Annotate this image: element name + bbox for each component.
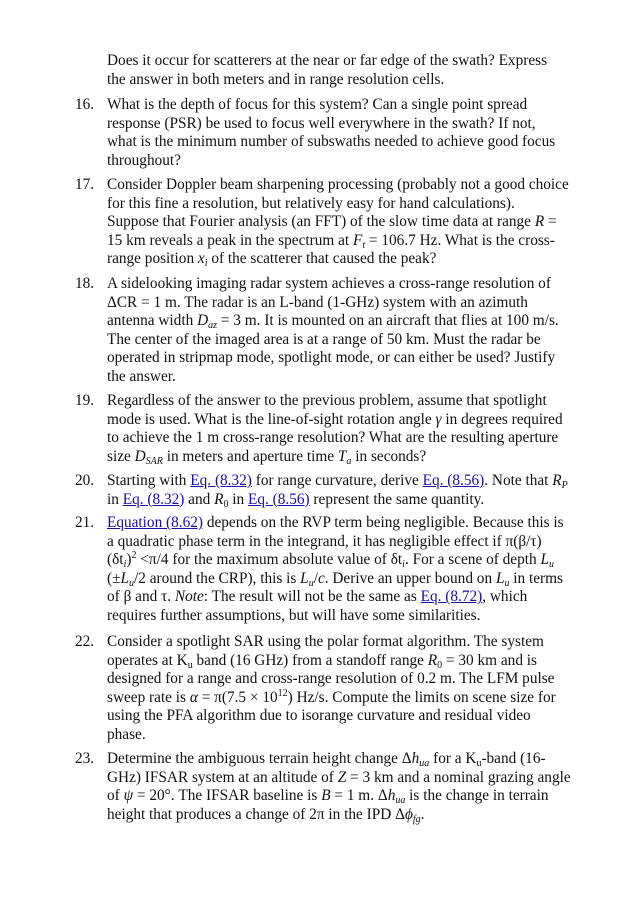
question-number: 23. <box>75 750 95 767</box>
question-number: 17. <box>75 176 95 193</box>
question-23 <box>75 750 585 824</box>
text-line: the answer. <box>107 367 176 385</box>
text-line: Suppose that Fourier analysis (an FFT) of the slow time data at range R = <box>107 213 557 231</box>
text-line: designed for a range and cross-range resolution of 0.2 m. The LFM pulse <box>107 670 555 688</box>
text-line: what is the minimum number of subswaths needed to achieve good focus <box>107 133 556 151</box>
question-number: 22. <box>75 633 95 650</box>
text-line: sweep rate is $\alpha = \pi(7.5 \times 10^{12})$ Hz/s. Compute the limits on scene size for <box>107 687 556 706</box>
text-line: GHz) IFSAR system at an altitude of Z = 3 km and a nominal grazing angle <box>107 768 571 786</box>
text-line: of ψ = 20°. The IFSAR baseline is B = 1 m. $\Delta h_{ua}$ is the change in terrain <box>107 787 549 807</box>
question-number: 20. <box>75 472 95 489</box>
question-17 <box>75 176 585 269</box>
text-line: Equation (8.62) depends on the RVP term being negligible. Because this is <box>107 514 564 531</box>
text-line: operated in stripmap mode, spotlight mode, or can either be used? Justify <box>107 349 556 367</box>
text-line: range position $x_i$ of the scatterer that caused the peak? <box>107 250 437 270</box>
text-line: a quadratic phase term in the integrand, it has negligible effect if π(β/τ) <box>107 532 542 550</box>
equation-link-8-32[interactable]: Eq. (8.32) <box>190 472 252 489</box>
text-line: What is the depth of focus for this system? Can a single point spread <box>107 96 528 113</box>
question-number: 16. <box>75 96 95 113</box>
text-line: Consider Doppler beam sharpening processing (probably not a good choice <box>107 176 569 193</box>
question-20 <box>75 472 585 509</box>
text-line: requires further assumptions, but will have some similarities. <box>107 606 481 624</box>
text-line: the answer in both meters and in range resolution cells. <box>107 70 445 88</box>
text-line: A sidelooking imaging radar system achieves a cross-range resolution of <box>107 275 551 292</box>
equation-link-8-72[interactable]: Eq. (8.72) <box>420 588 483 606</box>
text-line: ΔCR = 1 m. The radar is an L-band (1-GHz) system with an azimuth <box>107 293 528 311</box>
question-number: 18. <box>75 275 95 292</box>
question-number: 19. <box>75 392 95 409</box>
question-21 <box>75 514 585 626</box>
text-line: $(\delta t_i)^2 <\pi/4$ for the maximum absolute value of $\delta t_i$. For a scene of depth $L_u$ <box>107 550 554 571</box>
text-line: Consider a spotlight SAR using the polar format algorithm. The system <box>107 633 544 650</box>
text-line: Does it occur for scatterers at the near or far edge of the swath? Express <box>107 52 548 69</box>
question-number: 21. <box>75 514 95 531</box>
text-line: to achieve the 1 m cross-range resolution? What are the resulting aperture <box>107 429 559 447</box>
text-line: operates at $K_u$ band (16 GHz) from a standoff range $R_0 = 30$ km and is <box>107 651 537 671</box>
text-line: size $D_{SAR}$ in meters and aperture time $T_a$ in seconds? <box>107 447 427 467</box>
question-16 <box>75 96 585 170</box>
equation-link-8-56[interactable]: Eq. (8.56) <box>248 490 310 508</box>
text-line: of β and τ. Note: The result will not be the same as Eq. (8.72), which <box>107 588 528 606</box>
question-19 <box>75 392 585 466</box>
text-line: Starting with Eq. (8.32) for range curvature, derive Eq. (8.56). Note that $R_P$ <box>107 472 568 491</box>
text-line: mode is used. What is the line-of-sight rotation angle γ in degrees required <box>107 410 563 428</box>
continuation-text <box>107 52 582 89</box>
text-line: throughout? <box>107 151 181 169</box>
text-line: height that produces a change of 2π in the IPD $\Delta\phi_{fg}$. <box>107 805 425 825</box>
equation-link-8-62[interactable]: Equation (8.62) <box>107 514 204 531</box>
equation-link-8-56[interactable]: Eq. (8.56) <box>422 472 485 489</box>
text-line: response (PSR) be used to focus well everywhere in the swath? If not, <box>107 114 536 132</box>
text-line: using the PFA algorithm due to isorange curvature and residual video <box>107 707 531 725</box>
question-18 <box>75 275 585 387</box>
text-line: Determine the ambiguous terrain height change $\Delta h_{ua}$ for a $K_u$-band (16- <box>107 750 546 769</box>
text-line: The center of the imaged area is at a range of 50 km. Must the radar be <box>107 330 541 348</box>
text-line: ($\pm L_u/2$ around the CRP), this is $L_u/c$. Derive an upper bound on $L_u$ in terms <box>107 569 563 589</box>
text-line: antenna width $D_{az} = 3$ m. It is mounted on an aircraft that flies at 100 m/s. <box>107 312 559 332</box>
equation-link-8-32[interactable]: Eq. (8.32) <box>122 490 185 508</box>
text-line: 15 km reveals a peak in the spectrum at $F_t = 106.7$ Hz. What is the cross- <box>107 231 555 251</box>
text-line: Regardless of the answer to the previous problem, assume that spotlight <box>107 392 547 409</box>
text-line: in Eq. (8.32) and $R_0$ in Eq. (8.56) represent the same quantity. <box>107 490 485 510</box>
text-line: for this fine a resolution, but relatively easy for hand calculations). <box>107 194 515 212</box>
question-22 <box>75 633 585 745</box>
text-line: phase. <box>107 725 146 743</box>
